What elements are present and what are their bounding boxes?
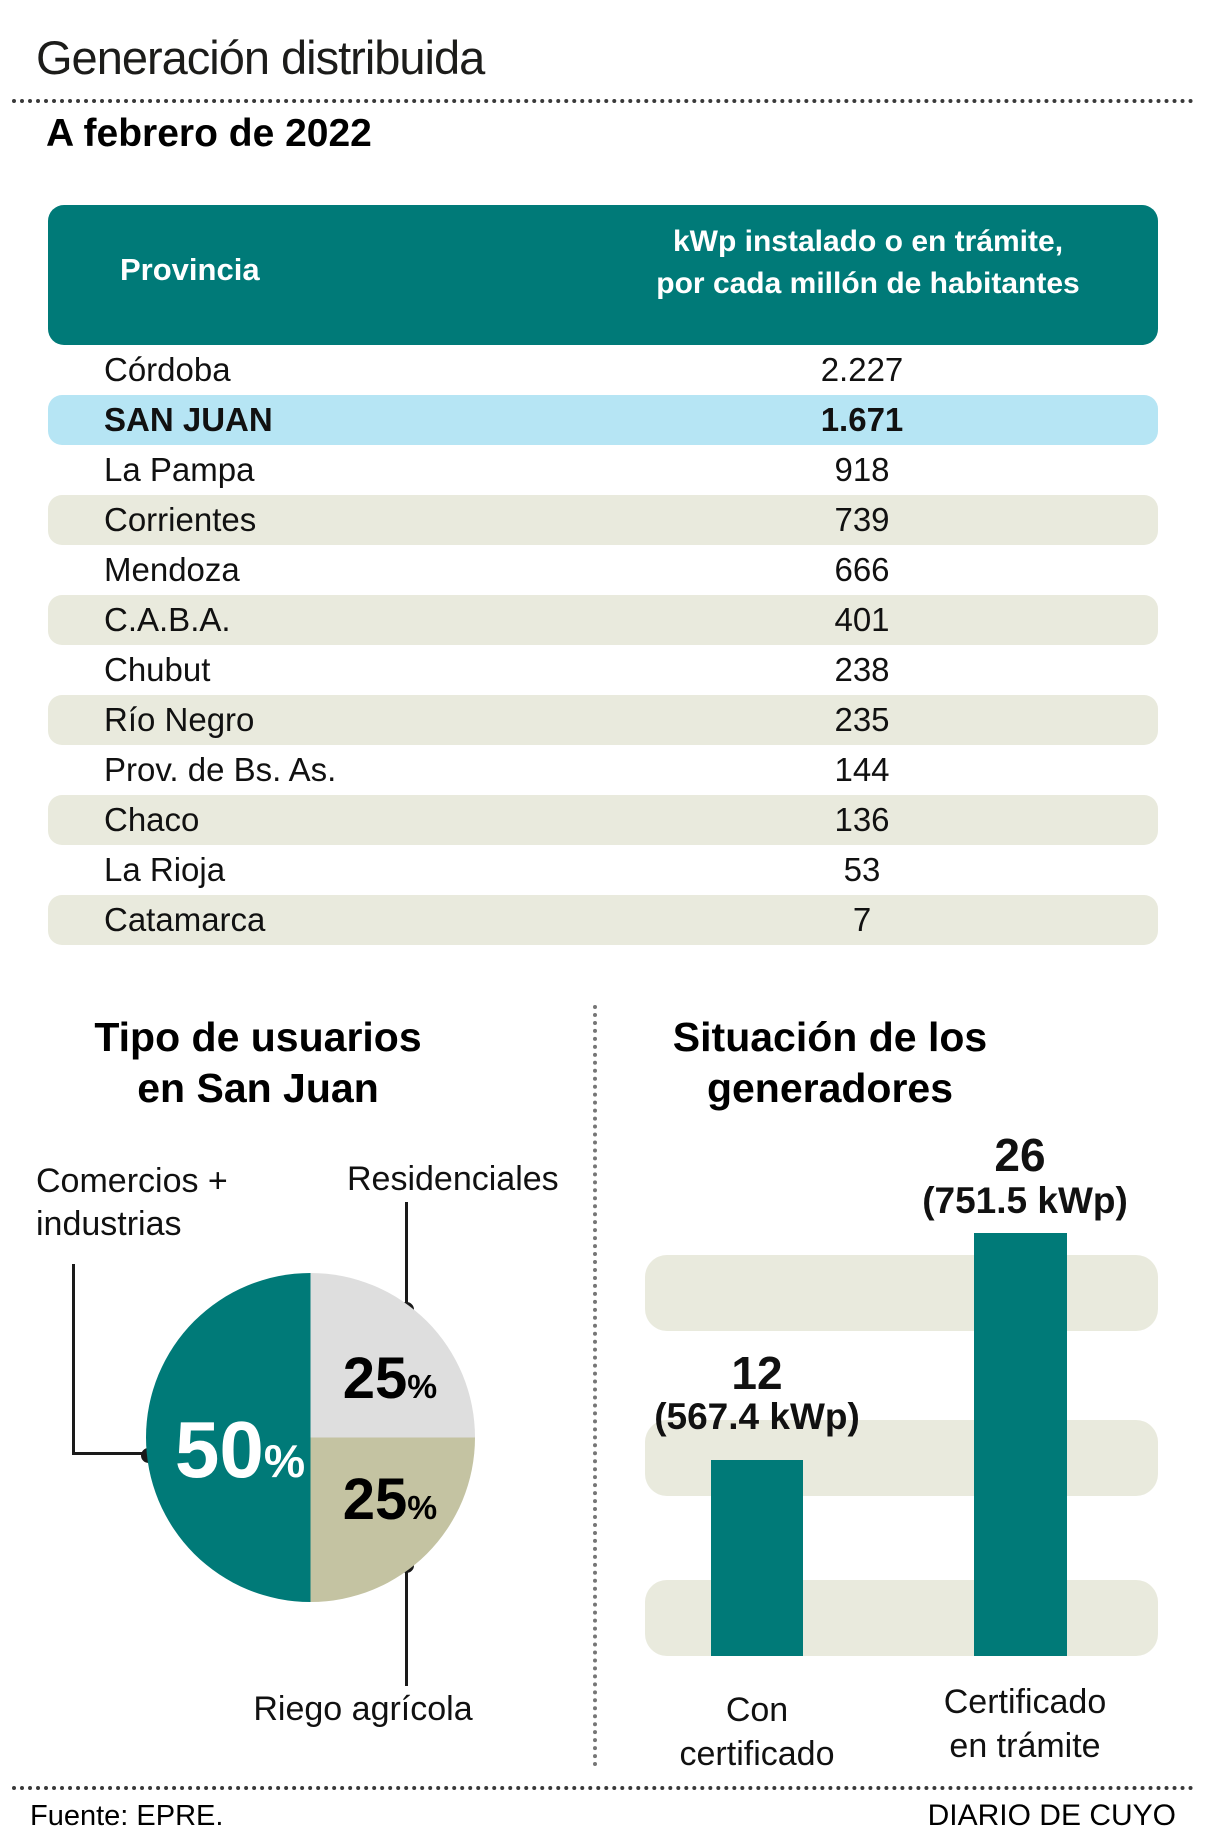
bar-section-title — [630, 1012, 1030, 1114]
province-name: La Rioja — [104, 851, 226, 888]
bar1-count: 12 — [731, 1347, 783, 1399]
province-value: 136 — [834, 801, 890, 838]
dotted-rule-top — [12, 99, 1194, 103]
bar2-kwp: (751.5 kWp) — [922, 1180, 1128, 1221]
province-name: Chaco — [104, 801, 200, 838]
table-row — [48, 445, 1158, 495]
percent-sign: % — [407, 1369, 438, 1406]
province-value: 53 — [843, 851, 881, 888]
percent-sign: % — [263, 1435, 306, 1487]
province-value: 144 — [834, 751, 890, 788]
province-value: 2.227 — [820, 351, 904, 388]
province-value: 739 — [834, 501, 890, 538]
leader-line-comercios-vertical — [72, 1264, 75, 1455]
bar2-label — [885, 1680, 1165, 1768]
pie-label-riego: Riego agrícola — [253, 1690, 473, 1728]
table-row — [48, 645, 1158, 695]
pie-label-comercios-line2: industrias — [36, 1205, 182, 1243]
table-row — [48, 745, 1158, 795]
percent-sign: % — [407, 1490, 438, 1527]
table-row — [48, 845, 1158, 895]
source-credit: Fuente: EPRE. — [30, 1800, 224, 1832]
publisher-credit: DIARIO DE CUYO — [927, 1799, 1176, 1832]
pie-label-residenciales: Residenciales — [347, 1160, 559, 1198]
pie-value-residenciales — [330, 1346, 450, 1417]
province-name: Catamarca — [104, 901, 266, 938]
table-row — [48, 595, 1158, 645]
page-subtitle: A febrero de 2022 — [46, 112, 372, 155]
pie-value-comercios — [160, 1405, 320, 1501]
province-name: La Pampa — [104, 451, 255, 488]
bar2-label-line2: en trámite — [949, 1727, 1101, 1765]
page-title: Generación distribuida — [36, 31, 485, 84]
bar1-label — [627, 1688, 887, 1776]
table-row — [48, 895, 1158, 945]
pie-label-comercios-line1: Comercios + — [36, 1162, 228, 1200]
bar-certificado-en-tramite — [974, 1233, 1067, 1656]
table-row-highlighted — [48, 395, 1158, 445]
table-row — [48, 795, 1158, 845]
pie-value-riego-number: 25 — [342, 1467, 408, 1532]
bar-title-line1: Situación de los — [672, 1014, 988, 1060]
table-row — [48, 545, 1158, 595]
bar2-count: 26 — [994, 1129, 1046, 1181]
section-divider — [593, 1005, 597, 1767]
province-name: Río Negro — [104, 701, 255, 738]
pie-value-residenciales-number: 25 — [342, 1346, 408, 1411]
column-header-kwp-line2: por cada millón de habitantes — [656, 267, 1080, 300]
grid-band — [645, 1255, 1158, 1331]
pie-title-line2: en San Juan — [137, 1065, 379, 1111]
pie-value-comercios-number: 50 — [174, 1405, 264, 1494]
pie-title-line1: Tipo de usuarios — [94, 1014, 422, 1060]
table-row — [48, 695, 1158, 745]
province-name: Mendoza — [104, 551, 240, 588]
province-value: 666 — [834, 551, 890, 588]
dotted-rule-bottom — [12, 1786, 1194, 1790]
bar2-label-line1: Certificado — [943, 1683, 1107, 1721]
province-value: 238 — [834, 651, 890, 688]
pie-value-riego — [330, 1467, 450, 1538]
province-value: 7 — [852, 901, 872, 938]
bar1-kwp: (567.4 kWp) — [654, 1396, 860, 1437]
province-value: 1.671 — [820, 401, 904, 438]
bar1-label-line1: Con — [725, 1691, 789, 1729]
province-name: Corrientes — [104, 501, 257, 538]
pie-label-comercios — [36, 1160, 228, 1246]
province-value: 401 — [834, 601, 890, 638]
province-name: SAN JUAN — [104, 401, 273, 438]
column-header-kwp-line1: kWp instalado o en trámite, — [672, 225, 1064, 258]
table-row — [48, 495, 1158, 545]
column-header-provincia: Provincia — [120, 252, 260, 287]
province-value: 918 — [834, 451, 890, 488]
province-name: Chubut — [104, 651, 211, 688]
bar-con-certificado — [711, 1460, 803, 1656]
province-name: Córdoba — [104, 351, 231, 388]
province-value: 235 — [834, 701, 890, 738]
pie-section-title — [58, 1012, 458, 1114]
column-header-kwp — [558, 221, 1178, 305]
table-row — [48, 345, 1158, 395]
table-header — [48, 205, 1158, 345]
bar-title-line2: generadores — [706, 1065, 954, 1111]
leader-line-comercios-horizontal — [72, 1452, 148, 1455]
province-name: C.A.B.A. — [104, 601, 231, 638]
bar1-label-line2: certificado — [679, 1735, 835, 1773]
province-name: Prov. de Bs. As. — [104, 751, 337, 788]
